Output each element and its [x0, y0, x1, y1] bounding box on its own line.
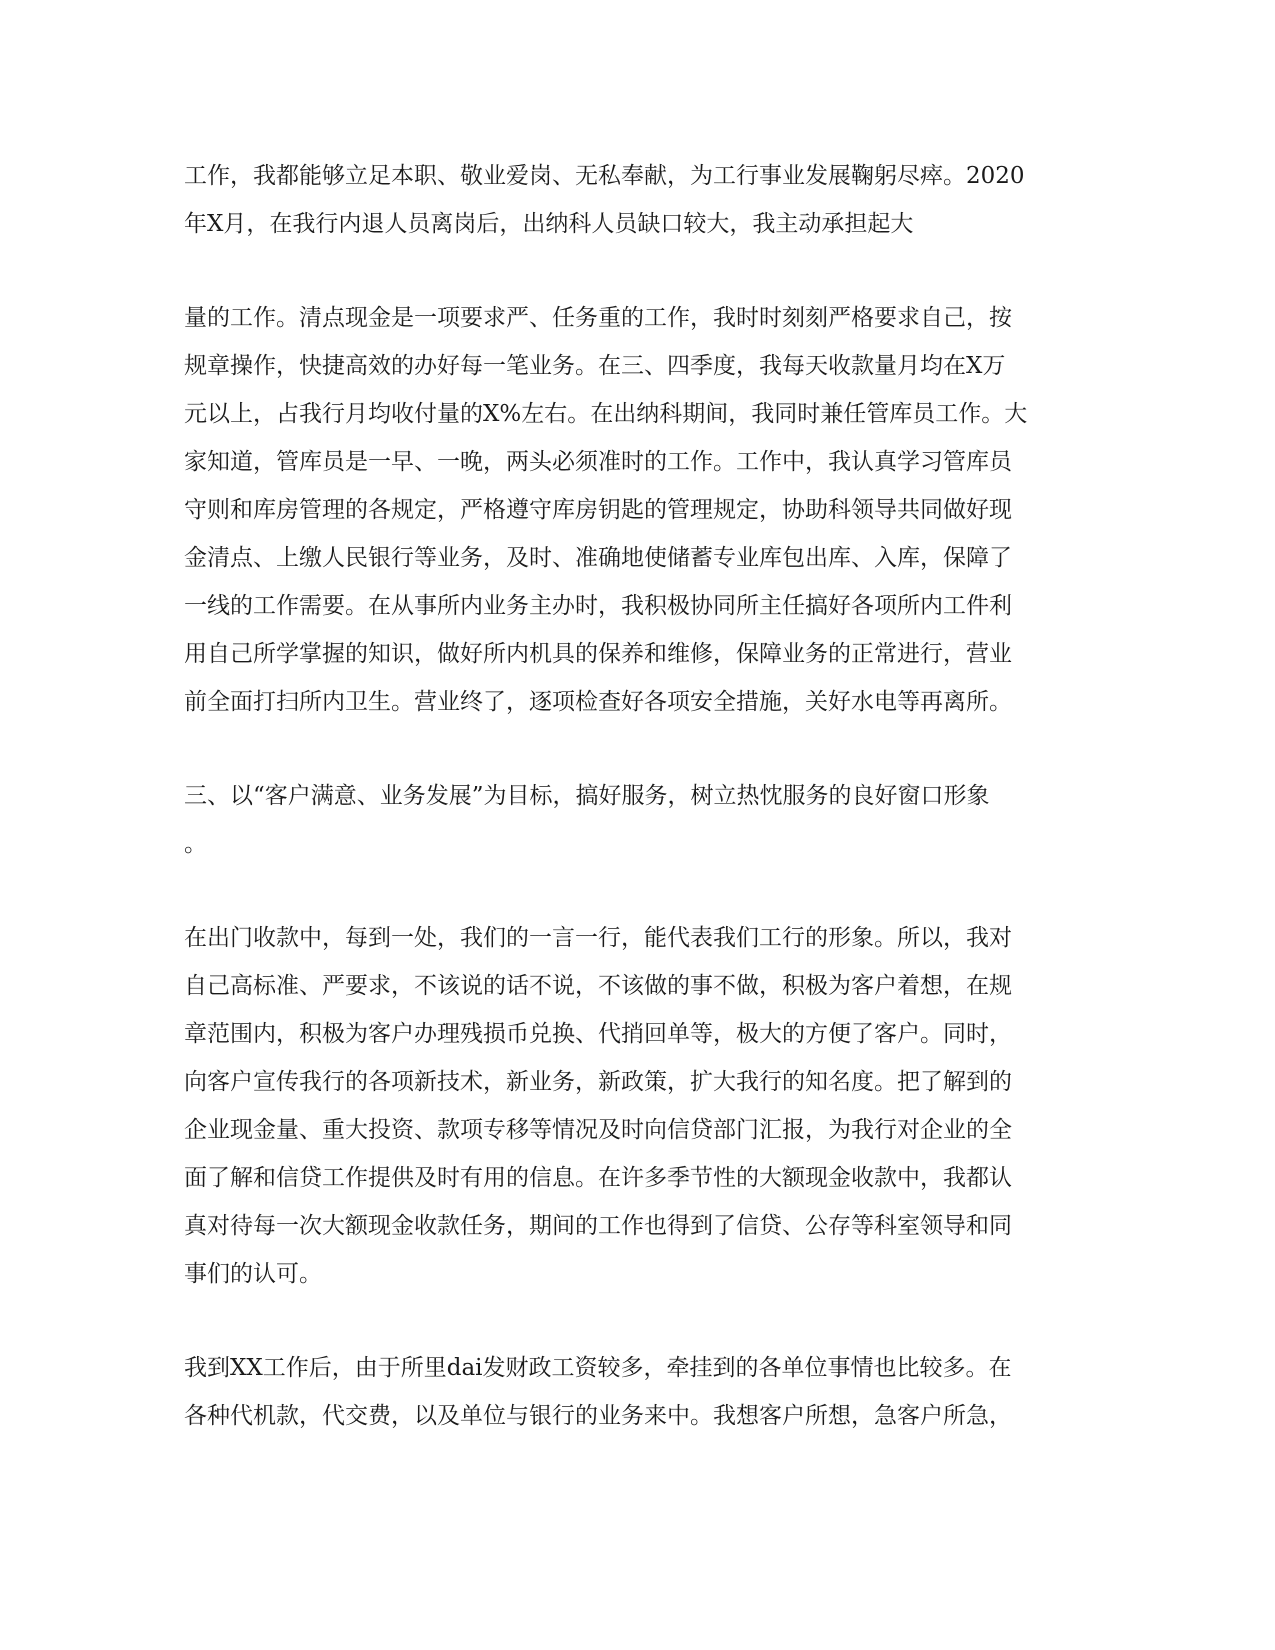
paragraph-spacer	[184, 1298, 1089, 1344]
paragraph-spacer	[184, 248, 1089, 294]
paragraph-5: 我到XX工作后，由于所里dai发财政工资较多，牵挂到的各单位事情也比较多。在 各种代机款，代交费，以及单位与银行的业务来中。我想客户所想，急客户所急，	[184, 1355, 1012, 1429]
paragraph-1: 工作，我都能够立足本职、敬业爱岗、无私奉献，为工行事业发展鞠躬尽瘁。2020 年X月，在我行内退人员离岗后，出纳科人员缺口较大，我主动承担起大	[184, 163, 1025, 237]
section-heading-3: 三、以“客户满意、业务发展”为目标，搞好服务，树立热忱服务的良好窗口形象 。	[184, 783, 990, 857]
paragraph-spacer	[184, 868, 1089, 914]
document-body	[184, 152, 1089, 1440]
paragraph-4: 在出门收款中，每到一处，我们的一言一行，能代表我们工行的形象。所以，我对 自己高标准、严要求，不该说的话不说，不该做的事不做，积极为客户着想，在规 章范围内，积极为客户办理残损币兑换、代捎回单等，极大的方便了客户。同时， 向客户宣传我行的各项新技术，新业务，新政策，扩大我行的知名度。把了解到的 企业现金量、重大投资、款项专移等情况及时向信贷部门汇报，为我行对企业的全 面了解和信贷工作提供及时有用的信息。在许多季节性的大额现金收款中，我都认 真对待每一次大额现金收款任务，期间的工作也得到了信贷、公存等科室领导和同 事们的认可。	[184, 925, 1012, 1287]
paragraph-spacer	[184, 726, 1089, 772]
paragraph-2: 量的工作。清点现金是一项要求严、任务重的工作，我时时刻刻严格要求自己，按 规章操作，快捷高效的办好每一笔业务。在三、四季度，我每天收款量月均在X万 元以上，占我行月均收付量的X%左右。在出纳科期间，我同时兼任管库员工作。大 家知道，管库员是一早、一晚，两头必须准时的工作。工作中，我认真学习管库员 守则和库房管理的各规定，严格遵守库房钥匙的管理规定，协助科领导共同做好现 金清点、上缴人民银行等业务，及时、准确地使储蓄专业库包出库、入库，保障了 一线的工作需要。在从事所内业务主办时，我积极协同所主任搞好各项所内工件利 用自己所学掌握的知识，做好所内机具的保养和维修，保障业务的正常进行，营业 前全面打扫所内卫生。营业终了，逐项检查好各项安全措施，关好水电等再离所。	[184, 305, 1028, 715]
